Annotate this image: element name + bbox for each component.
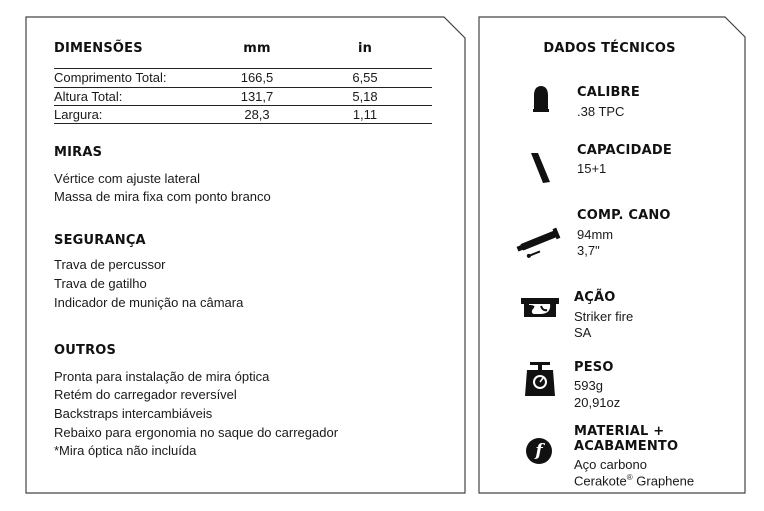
spec-value: 15+1 bbox=[577, 161, 607, 176]
registered-mark: ® bbox=[626, 473, 633, 482]
row-mm: 28,3 bbox=[244, 107, 270, 122]
spec-value: 94mm bbox=[577, 227, 614, 242]
row-mm: 166,5 bbox=[240, 70, 274, 85]
spec-label-capacity: CAPACIDADE bbox=[577, 143, 672, 158]
others-line: Retém do carregador reversível bbox=[54, 387, 237, 402]
barrel-icon bbox=[516, 221, 562, 261]
others-title: OUTROS bbox=[54, 343, 117, 358]
technical-data-title: DADOS TÉCNICOS bbox=[543, 41, 676, 56]
table-rule bbox=[54, 123, 432, 124]
safety-line: Indicador de munição na câmara bbox=[54, 295, 244, 310]
spec-label-finish: ACABAMENTO bbox=[574, 439, 679, 454]
spec-value: 593g bbox=[574, 378, 603, 393]
spec-value: 3,7" bbox=[577, 243, 600, 258]
spec-value: SA bbox=[574, 325, 592, 340]
row-label: Largura: bbox=[54, 107, 103, 122]
finish-icon: f bbox=[526, 438, 552, 464]
spec-value: .38 TPC bbox=[577, 104, 625, 119]
finish-brand: Cerakote bbox=[574, 473, 627, 489]
others-line: *Mira óptica não incluída bbox=[54, 443, 197, 458]
spec-label-action: AÇÃO bbox=[574, 290, 616, 305]
row-in: 5,18 bbox=[352, 89, 378, 104]
magazine-icon bbox=[528, 152, 554, 184]
row-label: Comprimento Total: bbox=[54, 70, 167, 85]
spec-label-calibre: CALIBRE bbox=[577, 85, 640, 100]
finish-color: Graphene bbox=[632, 473, 695, 489]
table-rule bbox=[54, 87, 432, 88]
trigger-icon bbox=[520, 296, 560, 320]
others-line: Backstraps intercambiáveis bbox=[54, 406, 213, 421]
dimensions-col-in: in bbox=[357, 41, 373, 56]
others-line: Rebaixo para ergonomia no saque do carregador bbox=[54, 425, 339, 440]
row-in: 1,11 bbox=[352, 107, 378, 122]
bullet-icon bbox=[530, 85, 552, 113]
row-in: 6,55 bbox=[352, 70, 378, 85]
safety-title: SEGURANÇA bbox=[54, 233, 146, 248]
sights-title: MIRAS bbox=[54, 145, 103, 160]
spec-label-barrel: COMP. CANO bbox=[577, 208, 671, 223]
safety-line: Trava de percussor bbox=[54, 257, 166, 272]
dimensions-title: DIMENSÕES bbox=[54, 41, 143, 56]
scale-icon bbox=[524, 361, 556, 397]
sights-line: Vértice com ajuste lateral bbox=[54, 171, 200, 186]
table-rule bbox=[54, 105, 432, 106]
spec-label-weight: PESO bbox=[574, 360, 614, 375]
spec-value: 20,91oz bbox=[574, 395, 621, 410]
row-mm: 131,7 bbox=[240, 89, 274, 104]
spec-value: Aço carbono bbox=[574, 457, 647, 472]
row-label: Altura Total: bbox=[54, 89, 123, 104]
sights-line: Massa de mira fixa com ponto branco bbox=[54, 189, 271, 204]
spec-value: Striker fire bbox=[574, 309, 634, 324]
spec-value-finish bbox=[574, 473, 694, 488]
others-line: Pronta para instalação de mira óptica bbox=[54, 369, 270, 384]
table-rule bbox=[54, 68, 432, 69]
dimensions-col-mm: mm bbox=[243, 41, 271, 56]
spec-label-material: MATERIAL + bbox=[574, 424, 665, 439]
safety-line: Trava de gatilho bbox=[54, 276, 147, 291]
